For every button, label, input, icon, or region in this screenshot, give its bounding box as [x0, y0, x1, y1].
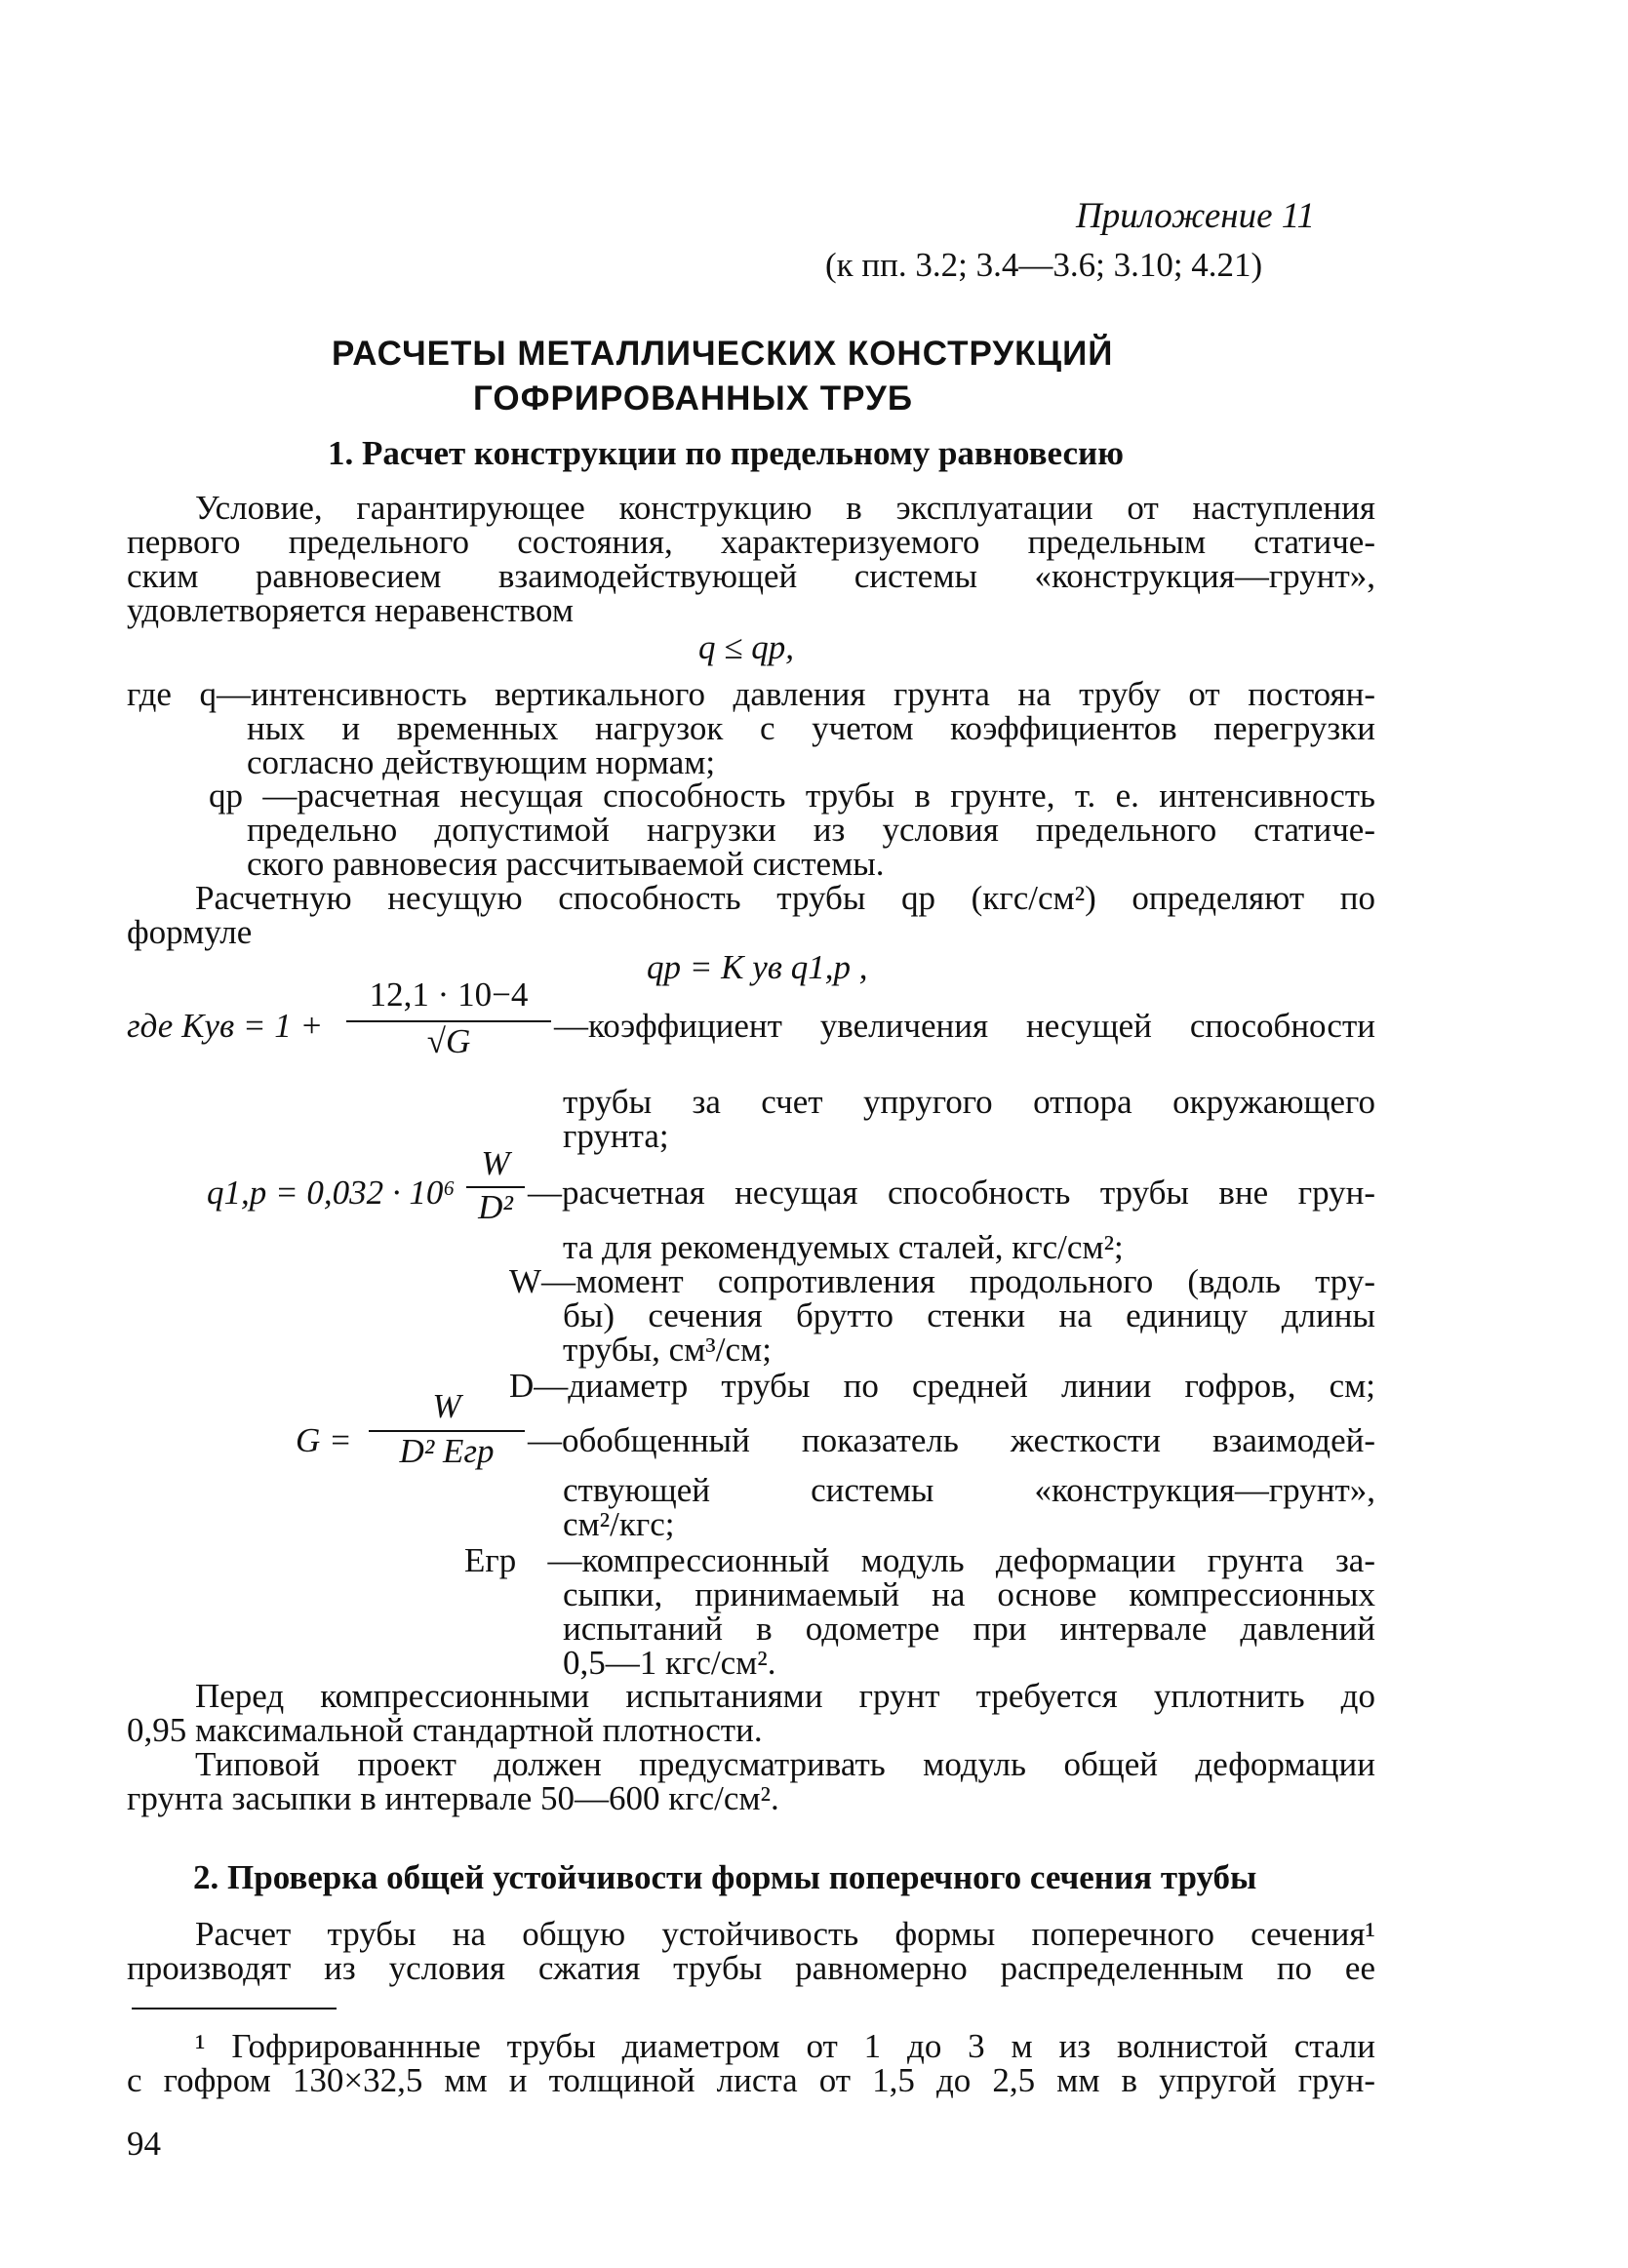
kuv-denominator: √G [426, 1022, 471, 1060]
footnote-line-2: с гофром 130×32,5 мм и толщиной листа от 1,5 до 2,5 мм в упругой грун- [127, 2061, 1375, 2099]
footnote-rule [132, 2008, 337, 2009]
title-line-2: ГОФРИРОВАННЫХ ТРУБ [473, 379, 913, 418]
g-numerator: W [432, 1387, 461, 1425]
where-q-line-2: ных и временных нагрузок с учетом коэффициентов перегрузки [247, 709, 1375, 747]
w-def-line-3: трубы, см³/см; [563, 1331, 772, 1369]
w-def-line-2: бы) сечения брутто стенки на единицу длины [563, 1296, 1375, 1334]
where-q-line-3: согласно действующим нормам; [247, 743, 716, 781]
s1-p2-line-1: Расчетную несущую способность трубы qр (кгс/см²) определяют по [195, 879, 1375, 917]
s1-p4-line-2: грунта засыпки в интервале 50—600 кгс/см². [127, 1779, 779, 1817]
g-prefix: G = [296, 1421, 352, 1459]
s2-p1-line-2: производят из условия сжатия трубы равномерно распределенным по ее [127, 1949, 1375, 1987]
kuv-desc-line-3: грунта; [563, 1117, 669, 1155]
section-2-heading: 2. Проверка общей устойчивости формы поперечного сечения трубы [193, 1858, 1257, 1896]
s1-p1-line-4: удовлетворяется неравенством [127, 591, 574, 629]
s1-p3-line-1: Перед компрессионными испытаниями грунт требуется уплотнить до [195, 1677, 1375, 1715]
w-def-line-1: W—момент сопротивления продольного (вдоль тру- [509, 1262, 1375, 1300]
g-desc-line-3: см²/кгс; [563, 1505, 675, 1543]
s1-p1-line-2: первого предельного состояния, характеризуемого предельным статиче- [127, 523, 1375, 561]
g-denominator: D² Eгр [399, 1432, 495, 1470]
s1-p3-line-2: 0,95 максимальной стандартной плотности. [127, 1711, 763, 1749]
egr-def-line-2: сыпки, принимаемый на основе компрессионных [563, 1575, 1375, 1613]
section-1-heading: 1. Расчет конструкции по предельному равновесию [328, 434, 1124, 472]
s1-p1-line-1: Условие, гарантирующее конструкцию в эксплуатации от наступления [195, 489, 1375, 527]
formula-qp: qр = K ув q1,р , [647, 948, 868, 986]
g-desc-line-2: ствующей системы «конструкция—грунт», [563, 1471, 1375, 1509]
g-desc-line-1: —обобщенный показатель жесткости взаимодей- [528, 1421, 1375, 1459]
where-qp-line-3: ского равновесия рассчитываемой системы. [247, 845, 885, 883]
s1-p4-line-1: Типовой проект должен предусматривать модуль общей деформации [195, 1745, 1375, 1783]
q1p-desc-line-2: та для рекомендуемых сталей, кгс/см²; [563, 1228, 1124, 1266]
where-q-line-1: где q—интенсивность вертикального давления грунта на трубу от постоян- [127, 675, 1375, 713]
q1p-denominator: D² [478, 1188, 513, 1226]
kuv-prefix: где Kув = 1 + [127, 1007, 324, 1045]
kuv-desc-line-2: трубы за счет упругого отпора окружающего [563, 1083, 1375, 1121]
egr-def-line-4: 0,5—1 кгс/см². [563, 1644, 776, 1682]
s1-p1-line-3: ским равновесием взаимодействующей системы «конструкция—грунт», [127, 557, 1375, 595]
q1p-prefix: q1,р = 0,032 · 10⁶ [207, 1174, 456, 1212]
d-def: D—диаметр трубы по средней линии гофров, см; [509, 1367, 1375, 1405]
footnote-line-1: ¹ Гофрированнные трубы диаметром от 1 до 3 м из волнистой стали [195, 2027, 1375, 2065]
kuv-desc-line-1: —коэффициент увеличения несущей способности [554, 1007, 1375, 1045]
appendix-label: Приложение 11 [1076, 196, 1316, 236]
q1p-desc-line-1: —расчетная несущая способность трубы вне грун- [528, 1174, 1375, 1212]
q1p-numerator: W [481, 1144, 510, 1182]
egr-def-line-3: испытаний в одометре при интервале давлений [563, 1610, 1375, 1648]
egr-def-line-1: Eгр —компрессионный модуль деформации грунта за- [464, 1541, 1375, 1579]
appendix-refs: (к пп. 3.2; 3.4—3.6; 3.10; 4.21) [825, 246, 1263, 284]
s1-p2-line-2: формуле [127, 913, 253, 951]
where-qp-line-1: qр —расчетная несущая способность трубы в грунте, т. е. интенсивность [209, 776, 1375, 815]
where-qp-line-2: предельно допустимой нагрузки из условия предельного статиче- [247, 811, 1375, 849]
inequality-formula: q ≤ qр, [698, 628, 794, 666]
title-line-1: РАСЧЕТЫ МЕТАЛЛИЧЕСКИХ КОНСТРУКЦИЙ [332, 335, 1114, 373]
s2-p1-line-1: Расчет трубы на общую устойчивость формы поперечного сечения¹ [195, 1915, 1375, 1953]
page-number: 94 [127, 2125, 161, 2163]
kuv-numerator: 12,1 · 10−4 [369, 975, 529, 1014]
